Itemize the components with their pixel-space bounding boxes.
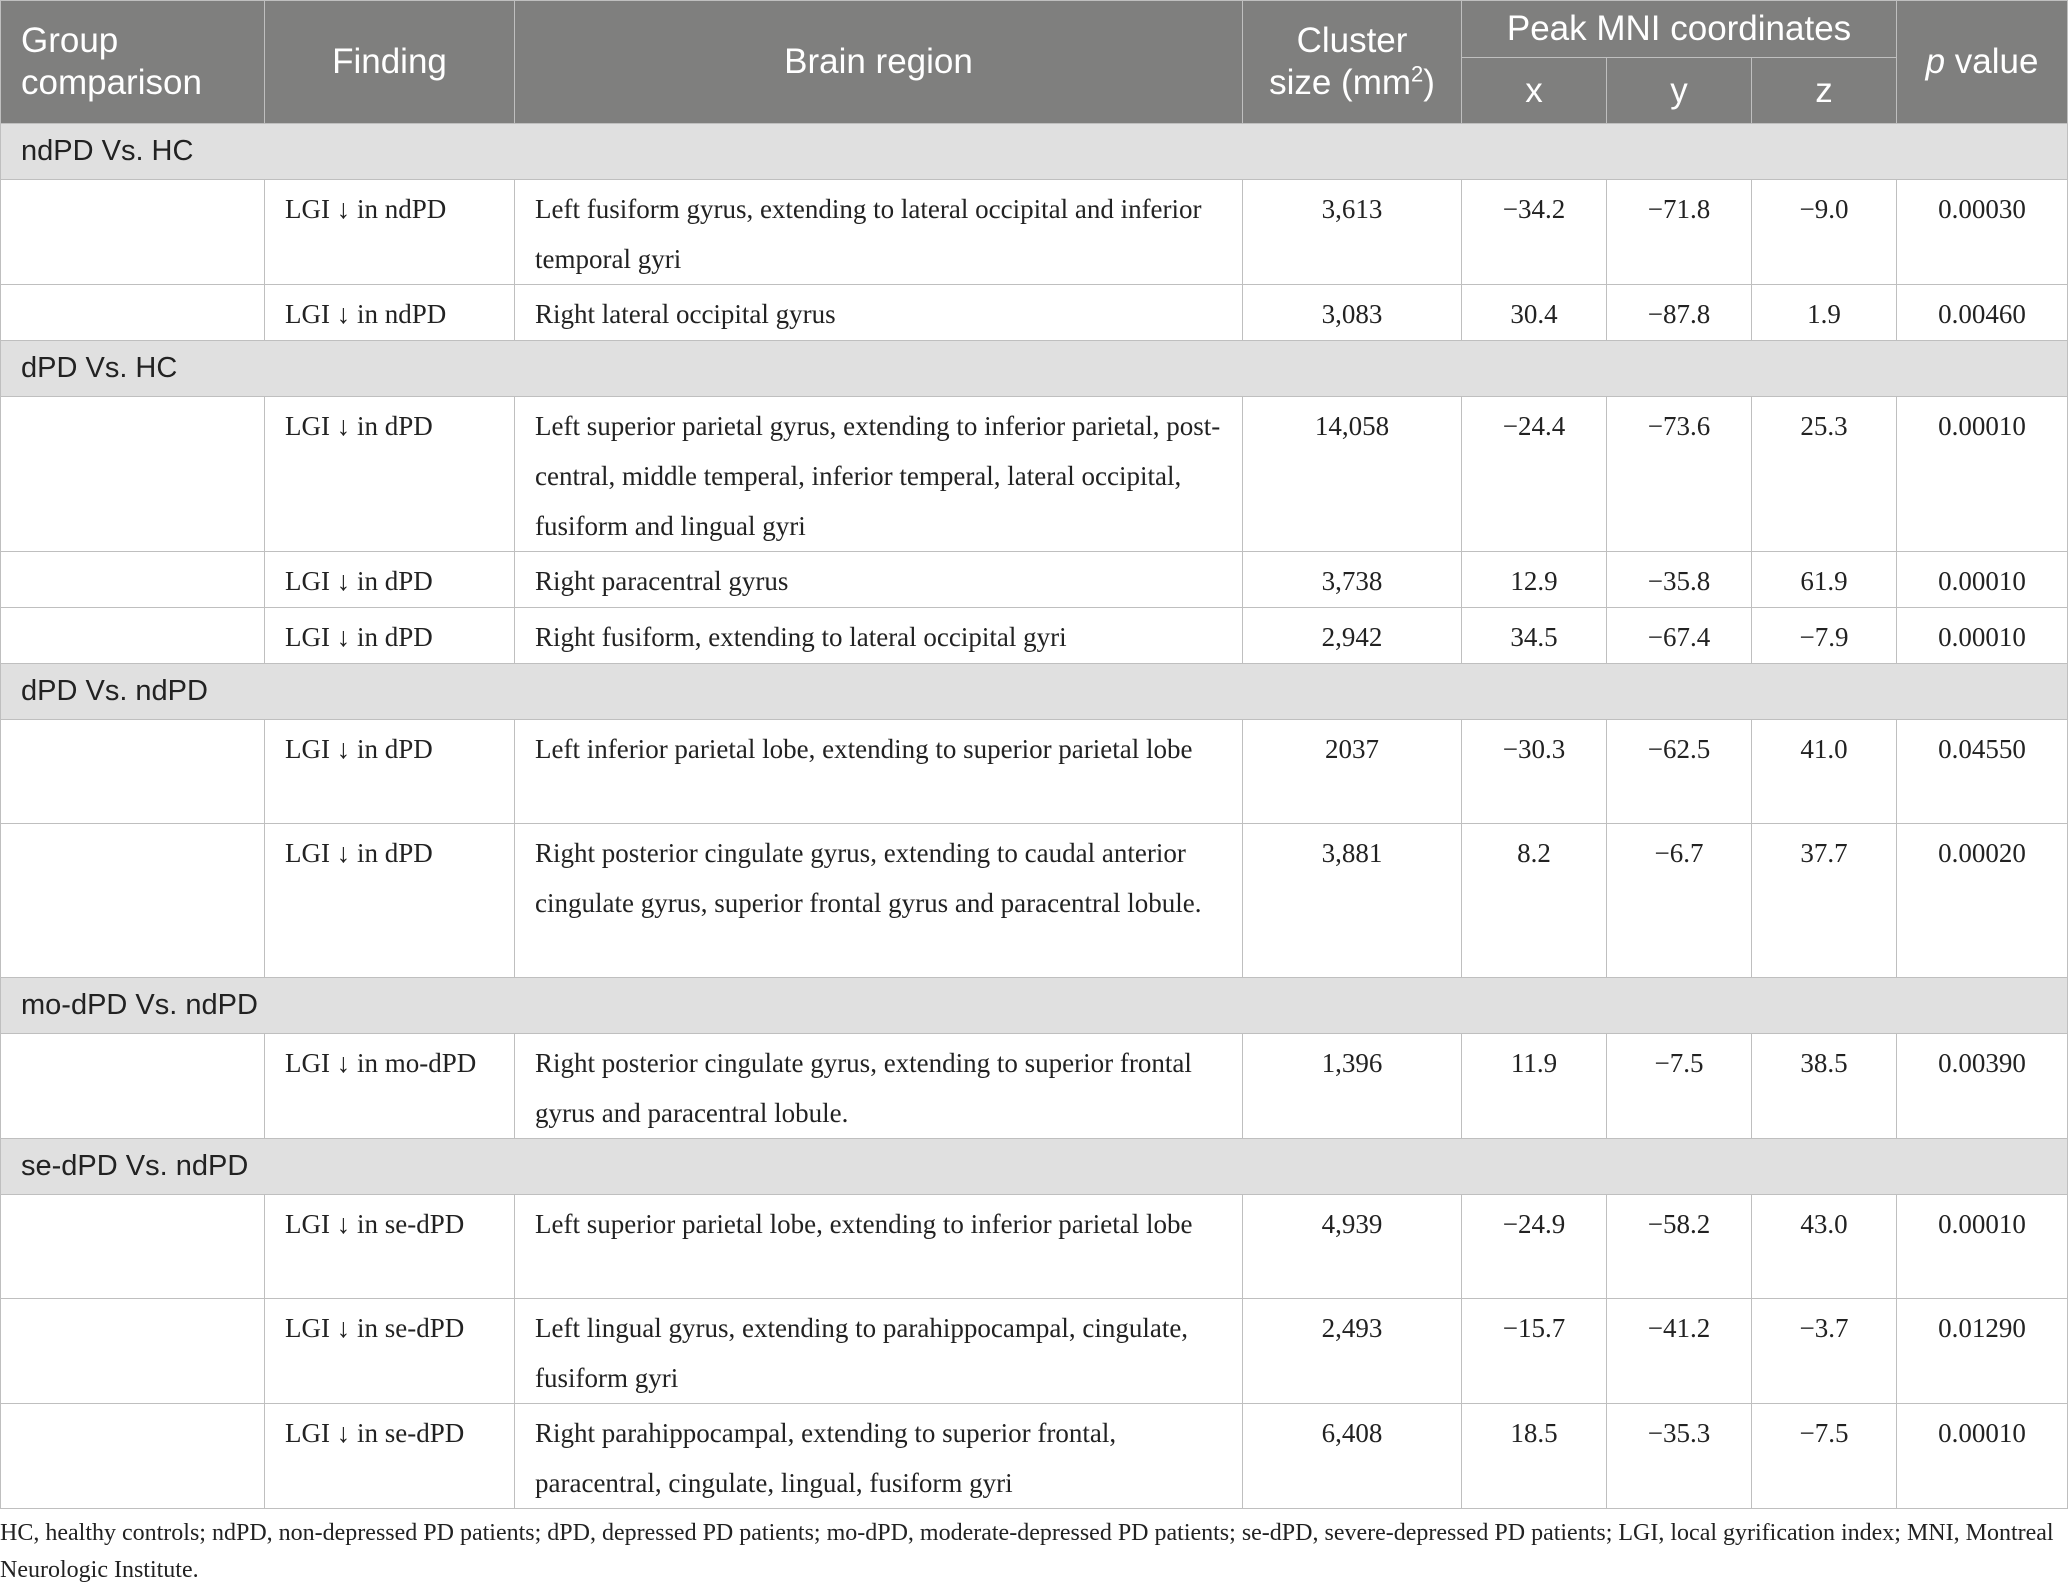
cell-x: −24.4 (1462, 397, 1607, 552)
table-row (1, 1195, 2068, 1299)
cell-x: 11.9 (1462, 1034, 1607, 1139)
empty-group-cell (1, 1195, 265, 1299)
header-p-italic: p (1925, 42, 1946, 81)
cell-finding: LGI ↓ in se-dPD (265, 1299, 515, 1404)
cell-region: Right paracentral gyrus (515, 552, 1243, 608)
cell-region: Left inferior parietal lobe, extending to superior parietal lobe (515, 720, 1243, 824)
cell-region: Left fusiform gyrus, extending to lateral occipital and inferior temporal gyri (515, 180, 1243, 285)
cell-y: −58.2 (1607, 1195, 1752, 1299)
header-cluster-size-sup: 2 (1411, 61, 1424, 87)
empty-group-cell (1, 1034, 265, 1139)
cell-y: −7.5 (1607, 1034, 1752, 1139)
empty-group-cell (1, 180, 265, 285)
cell-y: −73.6 (1607, 397, 1752, 552)
cell-z: 43.0 (1752, 1195, 1897, 1299)
table-footnote: HC, healthy controls; ndPD, non-depressed PD patients; dPD, depressed PD patients; mo-dPD, moderate-depressed PD patients; se-dPD, severe-depressed PD patients; LGI, local gyrification index; MNI, Montreal Neurologic Institute. (0, 1520, 2054, 1583)
cell-z: 41.0 (1752, 720, 1897, 824)
cell-region: Right lateral occipital gyrus (515, 285, 1243, 341)
group-label: dPD Vs. HC (1, 341, 2068, 397)
table-row (1, 720, 2068, 824)
header-cluster-size-close: ) (1423, 63, 1435, 102)
cell-finding: LGI ↓ in dPD (265, 552, 515, 608)
header-cluster-size (1243, 1, 1462, 124)
cell-cluster: 3,613 (1243, 180, 1462, 285)
cell-cluster: 2037 (1243, 720, 1462, 824)
cell-region: Right posterior cingulate gyrus, extending to caudal anterior cingulate gyrus, superior frontal gyrus and paracentral lobule. (515, 824, 1243, 978)
cell-p: 0.00010 (1897, 552, 2068, 608)
header-finding: Finding (265, 1, 515, 124)
cell-finding: LGI ↓ in dPD (265, 720, 515, 824)
cell-cluster: 3,083 (1243, 285, 1462, 341)
cell-x: −34.2 (1462, 180, 1607, 285)
header-p-value (1897, 1, 2068, 124)
table-row (1, 1299, 2068, 1404)
header-x: x (1462, 58, 1607, 124)
cell-z: −7.9 (1752, 608, 1897, 664)
cell-x: −24.9 (1462, 1195, 1607, 1299)
empty-group-cell (1, 608, 265, 664)
header-brain-region: Brain region (515, 1, 1243, 124)
cell-finding: LGI ↓ in dPD (265, 824, 515, 978)
cell-z: 25.3 (1752, 397, 1897, 552)
group-row (1, 1139, 2068, 1195)
table-header (1, 1, 2068, 124)
cell-y: −71.8 (1607, 180, 1752, 285)
cell-z: 37.7 (1752, 824, 1897, 978)
cell-p: 0.00010 (1897, 1404, 2068, 1509)
header-y: y (1607, 58, 1752, 124)
cell-finding: LGI ↓ in dPD (265, 608, 515, 664)
cell-z: 61.9 (1752, 552, 1897, 608)
cell-region: Right fusiform, extending to lateral occipital gyri (515, 608, 1243, 664)
group-label: mo-dPD Vs. ndPD (1, 978, 2068, 1034)
cell-region: Right posterior cingulate gyrus, extending to superior frontal gyrus and paracentral lobule. (515, 1034, 1243, 1139)
cell-finding: LGI ↓ in se-dPD (265, 1195, 515, 1299)
cell-y: −87.8 (1607, 285, 1752, 341)
cell-x: 18.5 (1462, 1404, 1607, 1509)
group-row (1, 978, 2068, 1034)
cell-z: −7.5 (1752, 1404, 1897, 1509)
header-cluster-size-text: Cluster size (mm (1269, 21, 1412, 102)
cell-y: −67.4 (1607, 608, 1752, 664)
cell-y: −6.7 (1607, 824, 1752, 978)
cell-y: −35.3 (1607, 1404, 1752, 1509)
cell-z: −9.0 (1752, 180, 1897, 285)
cell-finding: LGI ↓ in se-dPD (265, 1404, 515, 1509)
cell-z: 38.5 (1752, 1034, 1897, 1139)
cell-z: 1.9 (1752, 285, 1897, 341)
cell-p: 0.00020 (1897, 824, 2068, 978)
cell-y: −35.8 (1607, 552, 1752, 608)
group-row (1, 124, 2068, 180)
cell-region: Right parahippocampal, extending to superior frontal, paracentral, cingulate, lingual, fusiform gyri (515, 1404, 1243, 1509)
cell-p: 0.00010 (1897, 608, 2068, 664)
cell-p: 0.00030 (1897, 180, 2068, 285)
cell-finding: LGI ↓ in ndPD (265, 285, 515, 341)
cell-y: −62.5 (1607, 720, 1752, 824)
cell-p: 0.00390 (1897, 1034, 2068, 1139)
cell-x: 12.9 (1462, 552, 1607, 608)
header-z: z (1752, 58, 1897, 124)
header-p-rest: value (1945, 42, 2039, 81)
cell-p: 0.04550 (1897, 720, 2068, 824)
group-label: ndPD Vs. HC (1, 124, 2068, 180)
table-row (1, 1404, 2068, 1509)
cell-cluster: 14,058 (1243, 397, 1462, 552)
cell-z: −3.7 (1752, 1299, 1897, 1404)
empty-group-cell (1, 824, 265, 978)
cell-cluster: 2,942 (1243, 608, 1462, 664)
header-group-comparison: Group comparison (1, 1, 265, 124)
cell-x: −30.3 (1462, 720, 1607, 824)
cell-p: 0.01290 (1897, 1299, 2068, 1404)
cell-finding: LGI ↓ in mo-dPD (265, 1034, 515, 1139)
cell-x: −15.7 (1462, 1299, 1607, 1404)
cell-x: 34.5 (1462, 608, 1607, 664)
empty-group-cell (1, 285, 265, 341)
cell-cluster: 3,738 (1243, 552, 1462, 608)
empty-group-cell (1, 552, 265, 608)
cell-finding: LGI ↓ in dPD (265, 397, 515, 552)
cell-region: Left superior parietal lobe, extending to inferior parietal lobe (515, 1195, 1243, 1299)
table-row (1, 285, 2068, 341)
cell-cluster: 1,396 (1243, 1034, 1462, 1139)
group-label: dPD Vs. ndPD (1, 664, 2068, 720)
cell-p: 0.00010 (1897, 397, 2068, 552)
cell-region: Left superior parietal gyrus, extending to inferior parietal, post-central, middle temperal, inferior temperal, lateral occipital, fusiform and lingual gyri (515, 397, 1243, 552)
cell-cluster: 6,408 (1243, 1404, 1462, 1509)
empty-group-cell (1, 1299, 265, 1404)
cell-x: 30.4 (1462, 285, 1607, 341)
cell-finding: LGI ↓ in ndPD (265, 180, 515, 285)
cell-p: 0.00010 (1897, 1195, 2068, 1299)
cell-y: −41.2 (1607, 1299, 1752, 1404)
empty-group-cell (1, 1404, 265, 1509)
cell-cluster: 4,939 (1243, 1195, 1462, 1299)
cell-cluster: 2,493 (1243, 1299, 1462, 1404)
table-row (1, 824, 2068, 978)
group-label: se-dPD Vs. ndPD (1, 1139, 2068, 1195)
table-row (1, 608, 2068, 664)
cell-region: Left lingual gyrus, extending to parahippocampal, cingulate, fusiform gyri (515, 1299, 1243, 1404)
table-row (1, 552, 2068, 608)
group-row (1, 664, 2068, 720)
cell-p: 0.00460 (1897, 285, 2068, 341)
empty-group-cell (1, 720, 265, 824)
table-row (1, 1034, 2068, 1139)
empty-group-cell (1, 397, 265, 552)
group-row (1, 341, 2068, 397)
table-body (1, 124, 2068, 1509)
table-row (1, 180, 2068, 285)
cell-cluster: 3,881 (1243, 824, 1462, 978)
cell-x: 8.2 (1462, 824, 1607, 978)
table-row (1, 397, 2068, 552)
header-peak-mni: Peak MNI coordinates (1462, 1, 1897, 58)
